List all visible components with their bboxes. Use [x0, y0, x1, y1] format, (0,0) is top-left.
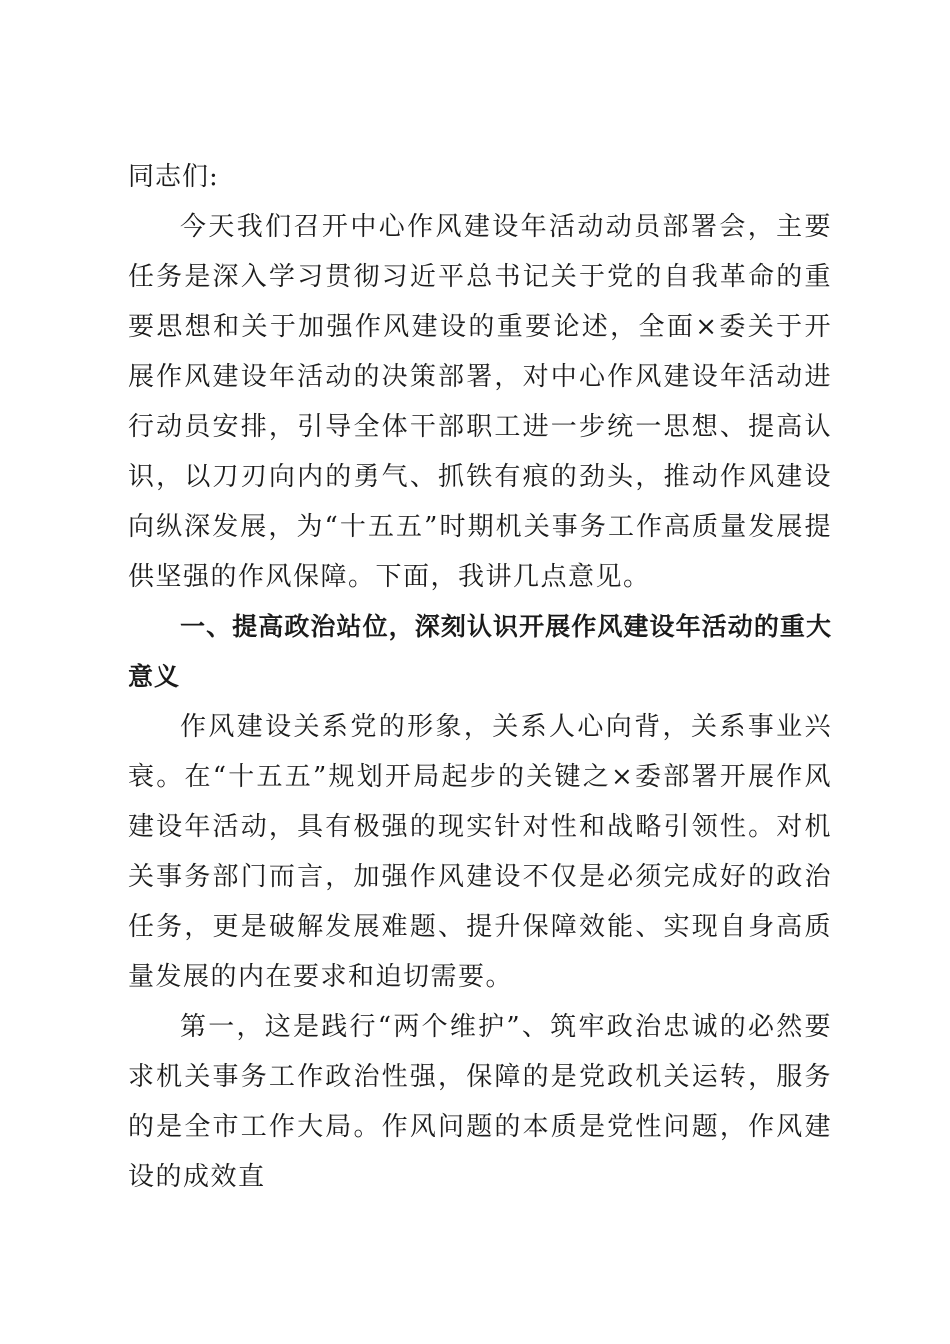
section-heading-1: 一、提高政治站位，深刻认识开展作风建设年活动的重大意义: [128, 612, 832, 691]
paragraph-intro: 今天我们召开中心作风建设年活动动员部署会，主要任务是深入学习贯彻习近平总书记关于党的自我革命的重要思想和关于加强作风建设的重要论述，全面×委关于开展作风建设年活动的决策部署，对中心作风建设年活动进行动员安排，引导全体干部职工进一步统一思想、提高认识，以刀刃向内的勇气、抓铁有痕的劲头，推动作风建设向纵深发展，为“十五五”时期机关事务工作高质量发展提供坚强的作风保障。下面，我讲几点意见。: [128, 212, 832, 592]
salutation: 同志们:: [128, 162, 219, 192]
document-body: [128, 152, 832, 1202]
paragraph-point-1: 第一，这是践行“两个维护”、筑牢政治忠诚的必然要求机关事务工作政治性强，保障的是党政机关运转，服务的是全市工作大局。作风问题的本质是党性问题，作风建设的成效直: [128, 1012, 832, 1192]
paragraph-significance: 作风建设关系党的形象，关系人心向背，关系事业兴衰。在“十五五”规划开局起步的关键之×委部署开展作风建设年活动，具有极强的现实针对性和战略引领性。对机关事务部门而言，加强作风建设不仅是必须完成好的政治任务，更是破解发展难题、提升保障效能、实现自身高质量发展的内在要求和迫切需要。: [128, 712, 832, 992]
